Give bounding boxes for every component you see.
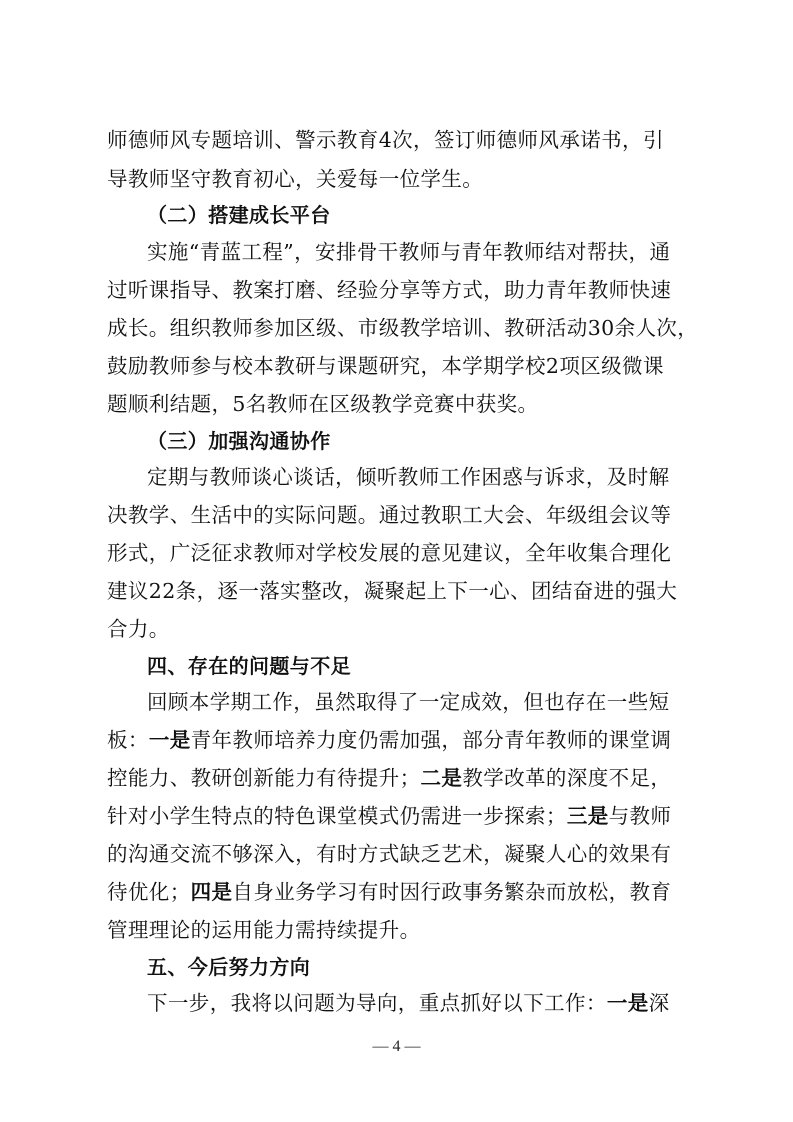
paragraph-line bbox=[147, 989, 727, 1017]
paragraph-line: 形式，广泛征求教师对学校发展的意见建议，全年收集合理化 bbox=[107, 541, 672, 565]
paragraph-line: 成长。组织教师参加区级、市级教学培训、教研活动30余人次， bbox=[107, 316, 699, 340]
line-text: 板： bbox=[107, 728, 149, 752]
emphasis-label: 一是 bbox=[606, 991, 649, 1015]
paragraph-line: 决教学、生活中的实际问题。通过教职工大会、年级组会议等 bbox=[107, 503, 672, 527]
paragraph-line: 建议22条，逐一落实整改，凝聚起上下一心、团结奋进的强大 bbox=[107, 579, 678, 603]
section-heading: （三）加强沟通协作 bbox=[147, 429, 331, 453]
emphasis-label: 二是 bbox=[420, 766, 463, 790]
section-heading: 五、今后努力方向 bbox=[147, 955, 311, 979]
section-heading: （二）搭建成长平台 bbox=[147, 203, 331, 227]
page-number: — 4 — bbox=[372, 1038, 421, 1055]
line-text: 待优化； bbox=[107, 880, 191, 904]
line-text: 青年教师培养力度仍需加强，部分青年教师的课堂调 bbox=[190, 728, 672, 752]
line-text: 控能力、教研创新能力有待提升； bbox=[107, 766, 421, 790]
line-text: 教学改革的深度不足， bbox=[462, 766, 672, 790]
line-text: 与教师 bbox=[608, 804, 672, 828]
emphasis-label: 一是 bbox=[148, 728, 191, 752]
line-text: 深 bbox=[648, 991, 670, 1015]
paragraph-line: 回顾本学期工作，虽然取得了一定成效，但也存在一些短 bbox=[147, 690, 670, 714]
paragraph-line: 师德师风专题培训、警示教育4次，签订师德师风承诺书，引 bbox=[107, 128, 664, 152]
line-text: 针对小学生特点的特色课堂模式仍需进一步探索； bbox=[107, 804, 567, 828]
paragraph-line bbox=[107, 878, 687, 906]
paragraph-line: 导教师坚守教育初心，关爱每一位学生。 bbox=[107, 167, 484, 191]
paragraph-line: 过听课指导、教案打磨、经验分享等方式，助力青年教师快速 bbox=[107, 278, 672, 302]
line-text: 下一步，我将以问题为导向，重点抓好以下工作： bbox=[147, 991, 607, 1015]
section-heading: 四、存在的问题与不足 bbox=[147, 654, 351, 678]
paragraph-line: 实施“青蓝工程”，安排骨干教师与青年教师结对帮扶，通 bbox=[147, 240, 671, 264]
paragraph-line: 定期与教师谈心谈话，倾听教师工作困惑与诉求，及时解 bbox=[147, 465, 670, 489]
paragraph-line: 管理理论的运用能力需持续提升。 bbox=[107, 918, 421, 942]
paragraph-line: 鼓励教师参与校本教研与课题研究，本学期学校2项区级微课 bbox=[107, 354, 664, 378]
emphasis-label: 四是 bbox=[190, 880, 233, 904]
paragraph-line: 题顺利结题，5名教师在区级教学竞赛中获奖。 bbox=[107, 392, 539, 416]
paragraph-line: 的沟通交流不够深入，有时方式缺乏艺术，凝聚人心的效果有 bbox=[107, 842, 672, 866]
paragraph-line bbox=[107, 802, 687, 830]
line-text: 自身业务学习有时因行政事务繁杂而放松，教育 bbox=[232, 880, 672, 904]
paragraph-line bbox=[107, 726, 687, 754]
paragraph-line: 合力。 bbox=[107, 617, 170, 641]
paragraph-line bbox=[107, 764, 687, 792]
emphasis-label: 三是 bbox=[566, 804, 609, 828]
